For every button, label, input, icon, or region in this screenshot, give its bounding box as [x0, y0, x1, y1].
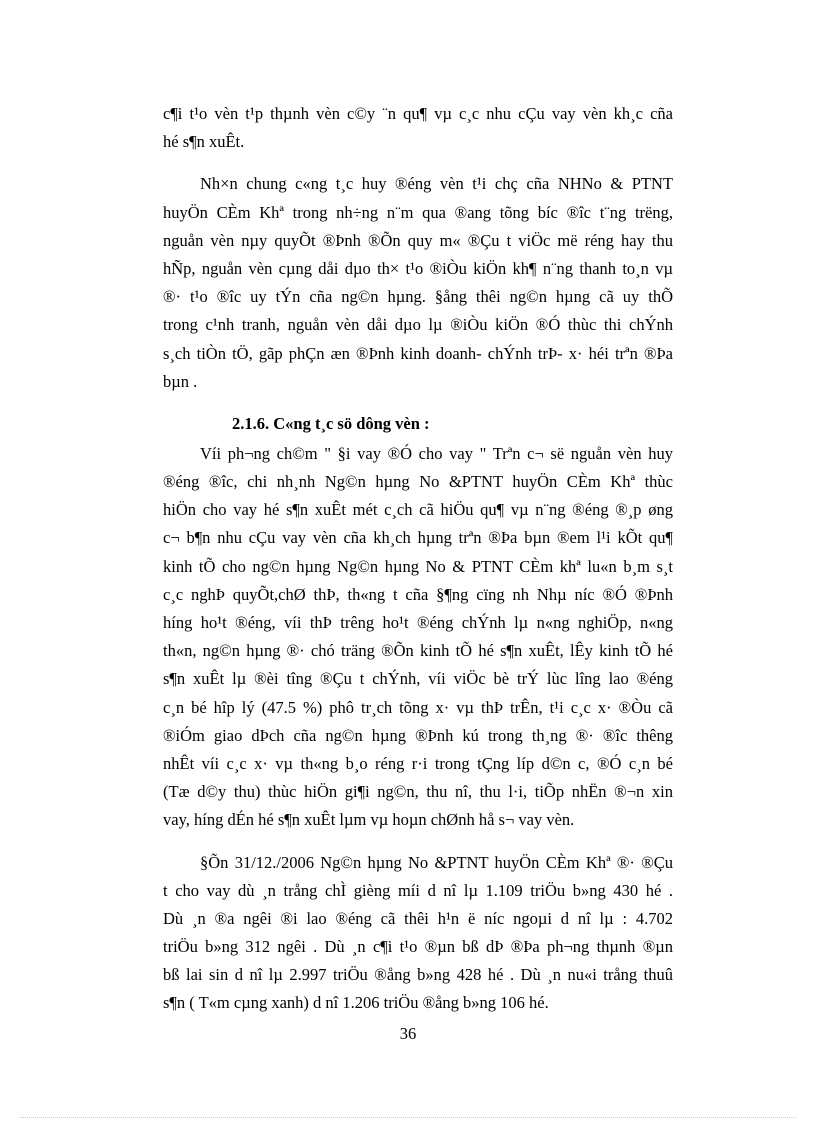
text-line: nhÊt víi c¸c x· vµ th«ng b¸o réng r·i trong tÇng líp d©n c, ®Ó c¸n bé: [163, 753, 673, 773]
document-body: [163, 100, 673, 1032]
page-number: 36: [399, 1024, 417, 1043]
text-line: c¬ b¶n nhu cÇu vay vèn cña kh¸ch hµng trªn ®Þa bµn ®em l¹i kÕt qu¶: [163, 528, 673, 548]
page-bottom-divider: [20, 1117, 796, 1118]
text-line: (Tæ d©y thu) thùc hiÖn gi¶i ng©n, thu nî, thu l·i, tiÕp nhËn ®¬n xin: [163, 782, 673, 802]
text-line: ®· t¹o ®îc uy tÝn cña ng©n hµng. §ång thêi ng©n hµng cã uy thÕ: [163, 287, 673, 307]
text-line: s¶n ( T«m cµng xanh) d nî 1.206 triÖu ®ång b»ng 106 hé.: [163, 993, 549, 1013]
text-line: Dù ¸n ®a ngêi ®i lao ®éng cã thêi h¹n ë níc ngoµi d nî lµ : 4.702: [163, 908, 673, 928]
paragraph: [163, 440, 673, 835]
text-line: triÖu b»ng 312 ngêi . Dù ¸n c¶i t¹o ®µn bß dÞ ®Þa ph¬ng thµnh ®µn: [163, 937, 673, 957]
text-line: hiÖn cho vay hé s¶n xuÊt mét c¸ch cã hiÖu qu¶ vµ n¨ng ®éng ®¸p øng: [163, 500, 673, 520]
text-line: §Õn 31/12./2006 Ng©n hµng No &PTNT huyÖn CÈm Khª ®· ®Çu: [200, 852, 673, 872]
text-line: Nh×n chung c«ng t¸c huy ®éng vèn t¹i chç cña NHNo & PTNT: [200, 174, 673, 194]
text-line: huyÖn CÈm Khª trong nh÷ng n¨m qua ®ang tõng bíc ®îc t¨ng trëng,: [163, 202, 673, 222]
text-line: c¸n bé hîp lý (47.5 %) phô tr¸ch tõng x· vµ thÞ trÊn, t¹i c¸c x· ®Òu cã: [163, 697, 673, 717]
text-line: Víi ph¬ng ch©m " §i vay ®Ó cho vay " Trªn c¬ së nguån vèn huy: [200, 443, 673, 463]
text-line: kinh tÕ cho ng©n hµng Ng©n hµng No & PTNT CÈm khª lu«n b¸m s¸t: [163, 556, 673, 576]
paragraph: [163, 100, 673, 156]
text-line: bß lai sin d nî lµ 2.997 triÖu ®ång b»ng 428 hé . Dù ¸n nu«i trång thuû: [163, 965, 673, 985]
paragraph: [163, 849, 673, 1018]
text-line: s¸ch tiÒn tÖ, gãp phÇn æn ®Þnh kinh doanh- chÝnh trÞ- x· héi trªn ®Þa: [163, 343, 673, 363]
text-line: s¶n xuÊt lµ ®èi tîng ®Çu t chÝnh, víi viÖc bè trÝ lùc lîng lao ®éng: [163, 669, 673, 689]
text-line: ®iÓm giao dÞch cña ng©n hµng ®Þnh kú trong th¸ng ®· ®îc thêng: [163, 725, 673, 745]
text-line: nguån vèn nµy quyÕt ®Þnh ®Õn quy m« ®Çu t viÖc më réng hay thu: [163, 230, 673, 250]
text-line: híng ho¹t ®éng, víi thÞ trêng ho¹t ®éng chÝnh lµ n«ng nghiÖp, n«ng: [163, 613, 673, 632]
text-line: hÑp, nguån vèn cµng dåi dµo th× t¹o ®iÒu kiÖn kh¶ n¨ng thanh to¸n vµ: [163, 258, 673, 278]
text-line: t cho vay dù ¸n trång chÌ gièng míi d nî lµ 1.109 triÖu b»ng 430 hé .: [163, 880, 673, 900]
paragraph: [163, 170, 673, 396]
section-heading: 2.1.6. C«ng t¸c sö dông vèn :: [232, 413, 430, 433]
text-line: hé s¶n xuÊt.: [163, 132, 245, 152]
text-line: c¶i t¹o vèn t¹p thµnh vèn c©y ¨n qu¶ vµ c¸c nhu cÇu vay vèn kh¸c cña: [163, 104, 673, 123]
text-line: th«n, ng©n hµng ®· chó träng ®Õn kinh tÕ hé s¶n xuÊt, lÊy kinh tÕ hé: [163, 641, 673, 661]
text-line: bµn .: [163, 371, 198, 391]
text-line: vay, híng dÉn hé s¶n xuÊt lµm vµ hoµn chØnh hå s¬ vay vèn.: [163, 810, 575, 830]
text-line: ®éng ®îc, chi nh¸nh Ng©n hµng No &PTNT huyÖn CÈm Khª thùc: [163, 472, 673, 492]
text-line: trong c¹nh tranh, nguån vèn dåi dµo lµ ®iÒu kiÖn ®Ó thùc thi chÝnh: [163, 315, 673, 335]
text-line: c¸c nghÞ quyÕt,chØ thÞ, th«ng t cña §¶ng cïng nh Nhµ níc ®Ó ®Þnh: [163, 584, 673, 604]
